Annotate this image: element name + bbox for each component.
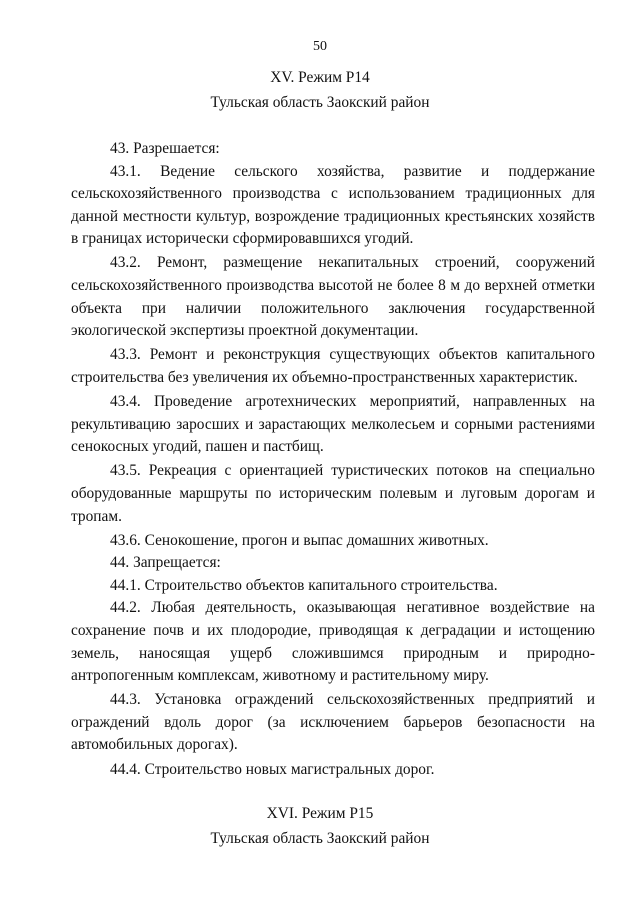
paragraph-43-6: 43.6. Сенокошение, прогон и выпас домашних животных. (110, 531, 489, 549)
paragraph-44-1: 44.1. Строительство объектов капитального строительства. (110, 576, 498, 594)
paragraph-43: 43. Разрешается: (110, 140, 220, 157)
paragraph-44: 44. Запрещается: (110, 554, 221, 572)
paragraph-44-2: 44.2. Любая деятельность, оказывающая негативное воздействие на сохранение почв и их плодородие, приводящая к деградации и истощению земель, наносящая ущерб сложившимся природным и природно-антропогенным комплексам, животному и растительному миру. (71, 599, 595, 685)
paragraph-44-3: 44.3. Установка ограждений сельскохозяйственных предприятий и ограждений вдоль дорог (за исключением барьеров безопасности на автомобильных дорогах). (71, 691, 595, 754)
section-subtitle-xv: Тульская область Заокский район (210, 94, 430, 111)
paragraph-43-1: 43.1. Ведение сельского хозяйства, развитие и поддержание сельскохозяйственного производства с использованием традиционных для данной местности культур, возрождение традиционных крестьянских хозяйств в границах исторически сформировавшихся угодий. (71, 162, 595, 248)
document-body (71, 138, 595, 781)
section-title-xvi: XVI. Режим Р15 (266, 805, 374, 822)
paragraph-43-4: 43.4. Проведение агротехнических мероприятий, направленных на рекультивацию заросших и зарастающих мелколесьем и сорными растениями сенокосных угодий, пашен и пастбищ. (71, 393, 595, 456)
page-number: 50 (313, 39, 327, 54)
paragraph-43-2: 43.2. Ремонт, размещение некапитальных строений, сооружений сельскохозяйственного производства высотой не более 8 м до верхней отметки объекта при наличии положительного заключения государственной экологической экспертизы проектной документации. (71, 254, 595, 340)
paragraph-44-4: 44.4. Строительство новых магистральных дорог. (110, 760, 435, 778)
paragraph-43-5: 43.5. Рекреация с ориентацией туристических потоков на специально оборудованные маршруты по историческим полевым и луговым дорогам и тропам. (71, 462, 595, 525)
paragraph-43-3: 43.3. Ремонт и реконструкция существующих объектов капитального строительства без увеличения их объемно-пространственных характеристик. (71, 346, 595, 386)
section-subtitle-xvi: Тульская область Заокский район (210, 830, 430, 847)
section-title-xv: XV. Режим Р14 (270, 69, 370, 86)
